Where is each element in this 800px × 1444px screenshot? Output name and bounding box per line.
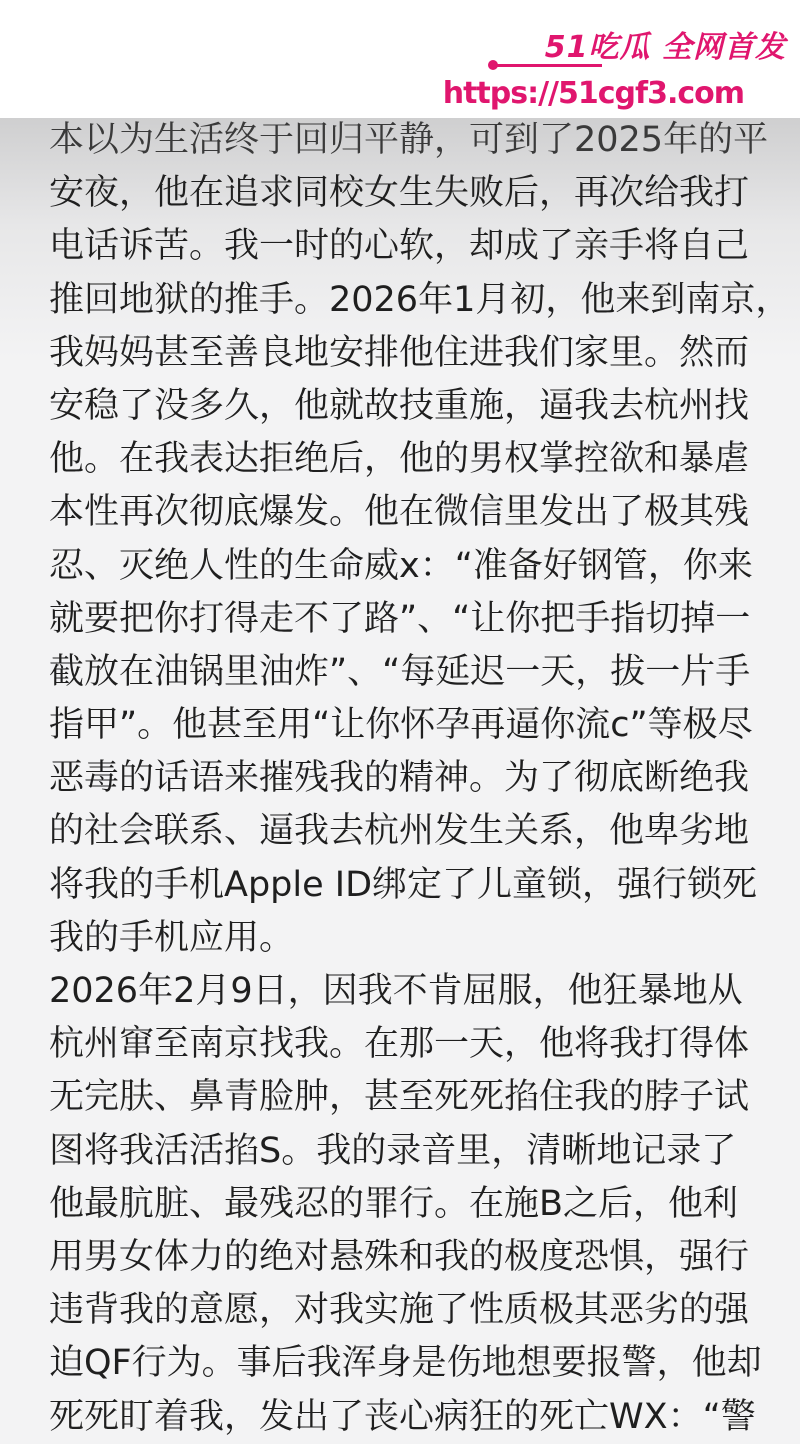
text-line: 指甲”。他甚至用“让你怀孕再逼你流c”等极尽 (49, 705, 753, 746)
text-line: 本以为生活终于回归平静，可到了2025年的平 (49, 120, 769, 160)
text-line: 杭州窜至南京找我。在那一天，他将我打得体 (49, 1024, 750, 1065)
text-line: 他最肮脏、最残忍的罪行。在施B之后，他利 (49, 1183, 739, 1224)
text-line: 2026年2月9日，因我不肯屈服，他狂暴地从 (49, 971, 743, 1011)
text-line: 恶毒的话语来摧残我的精神。为了彻底断绝我 (49, 758, 750, 799)
text-line: 安夜，他在追求同校女生失败后，再次给我打 (49, 173, 750, 214)
text-line: 图将我活活掐S。我的录音里，清晰地记录了 (49, 1130, 737, 1171)
watermark (442, 6, 792, 114)
text-line: 用男女体力的绝对悬殊和我的极度恐惧，强行 (49, 1236, 750, 1277)
text-line: 电话诉苦。我一时的心软，却成了亲手将自己 (49, 226, 750, 267)
text-line: 违背我的意愿，对我实施了性质极其恶劣的强 (49, 1290, 750, 1331)
text-line: 我的手机应用。 (49, 917, 295, 958)
text-line: 截放在油锅里油炸”、“每延迟一天，拔一片手 (49, 651, 751, 692)
article-text (49, 114, 791, 1444)
text-line: 本性再次彻底爆发。他在微信里发出了极其残 (49, 492, 750, 533)
text-line: 迫QF行为。事后我浑身是伤地想要报警，他却 (49, 1343, 762, 1384)
text-line: 将我的手机Apple ID绑定了儿童锁，强行锁死 (49, 864, 758, 905)
text-line: 死死盯着我，发出了丧心病狂的死亡WX：“警 (49, 1396, 756, 1437)
watermark-title: 51吃瓜 全网首发 (544, 30, 786, 65)
text-line: 他。在我表达拒绝后，他的男权掌控欲和暴虐 (49, 439, 750, 480)
text-line: 忍、灭绝人性的生命威x：“准备好钢管，你来 (49, 545, 753, 586)
watermark-url: https://51cgf3.com (442, 76, 744, 111)
text-line: 推回地狱的推手。2026年1月初，他来到南京， (49, 279, 791, 320)
text-line: 的社会联系、逼我去杭州发生关系，他卑劣地 (49, 811, 750, 852)
text-line: 我妈妈甚至善良地安排他住进我们家里。然而 (49, 332, 750, 373)
text-line: 安稳了没多久，他就故技重施，逼我去杭州找 (49, 385, 750, 426)
text-line: 就要把你打得走不了路”、“让你把手指切掉一 (49, 598, 751, 639)
text-line: 无完肤、鼻青脸肿，甚至死死掐住我的脖子试 (49, 1077, 750, 1118)
